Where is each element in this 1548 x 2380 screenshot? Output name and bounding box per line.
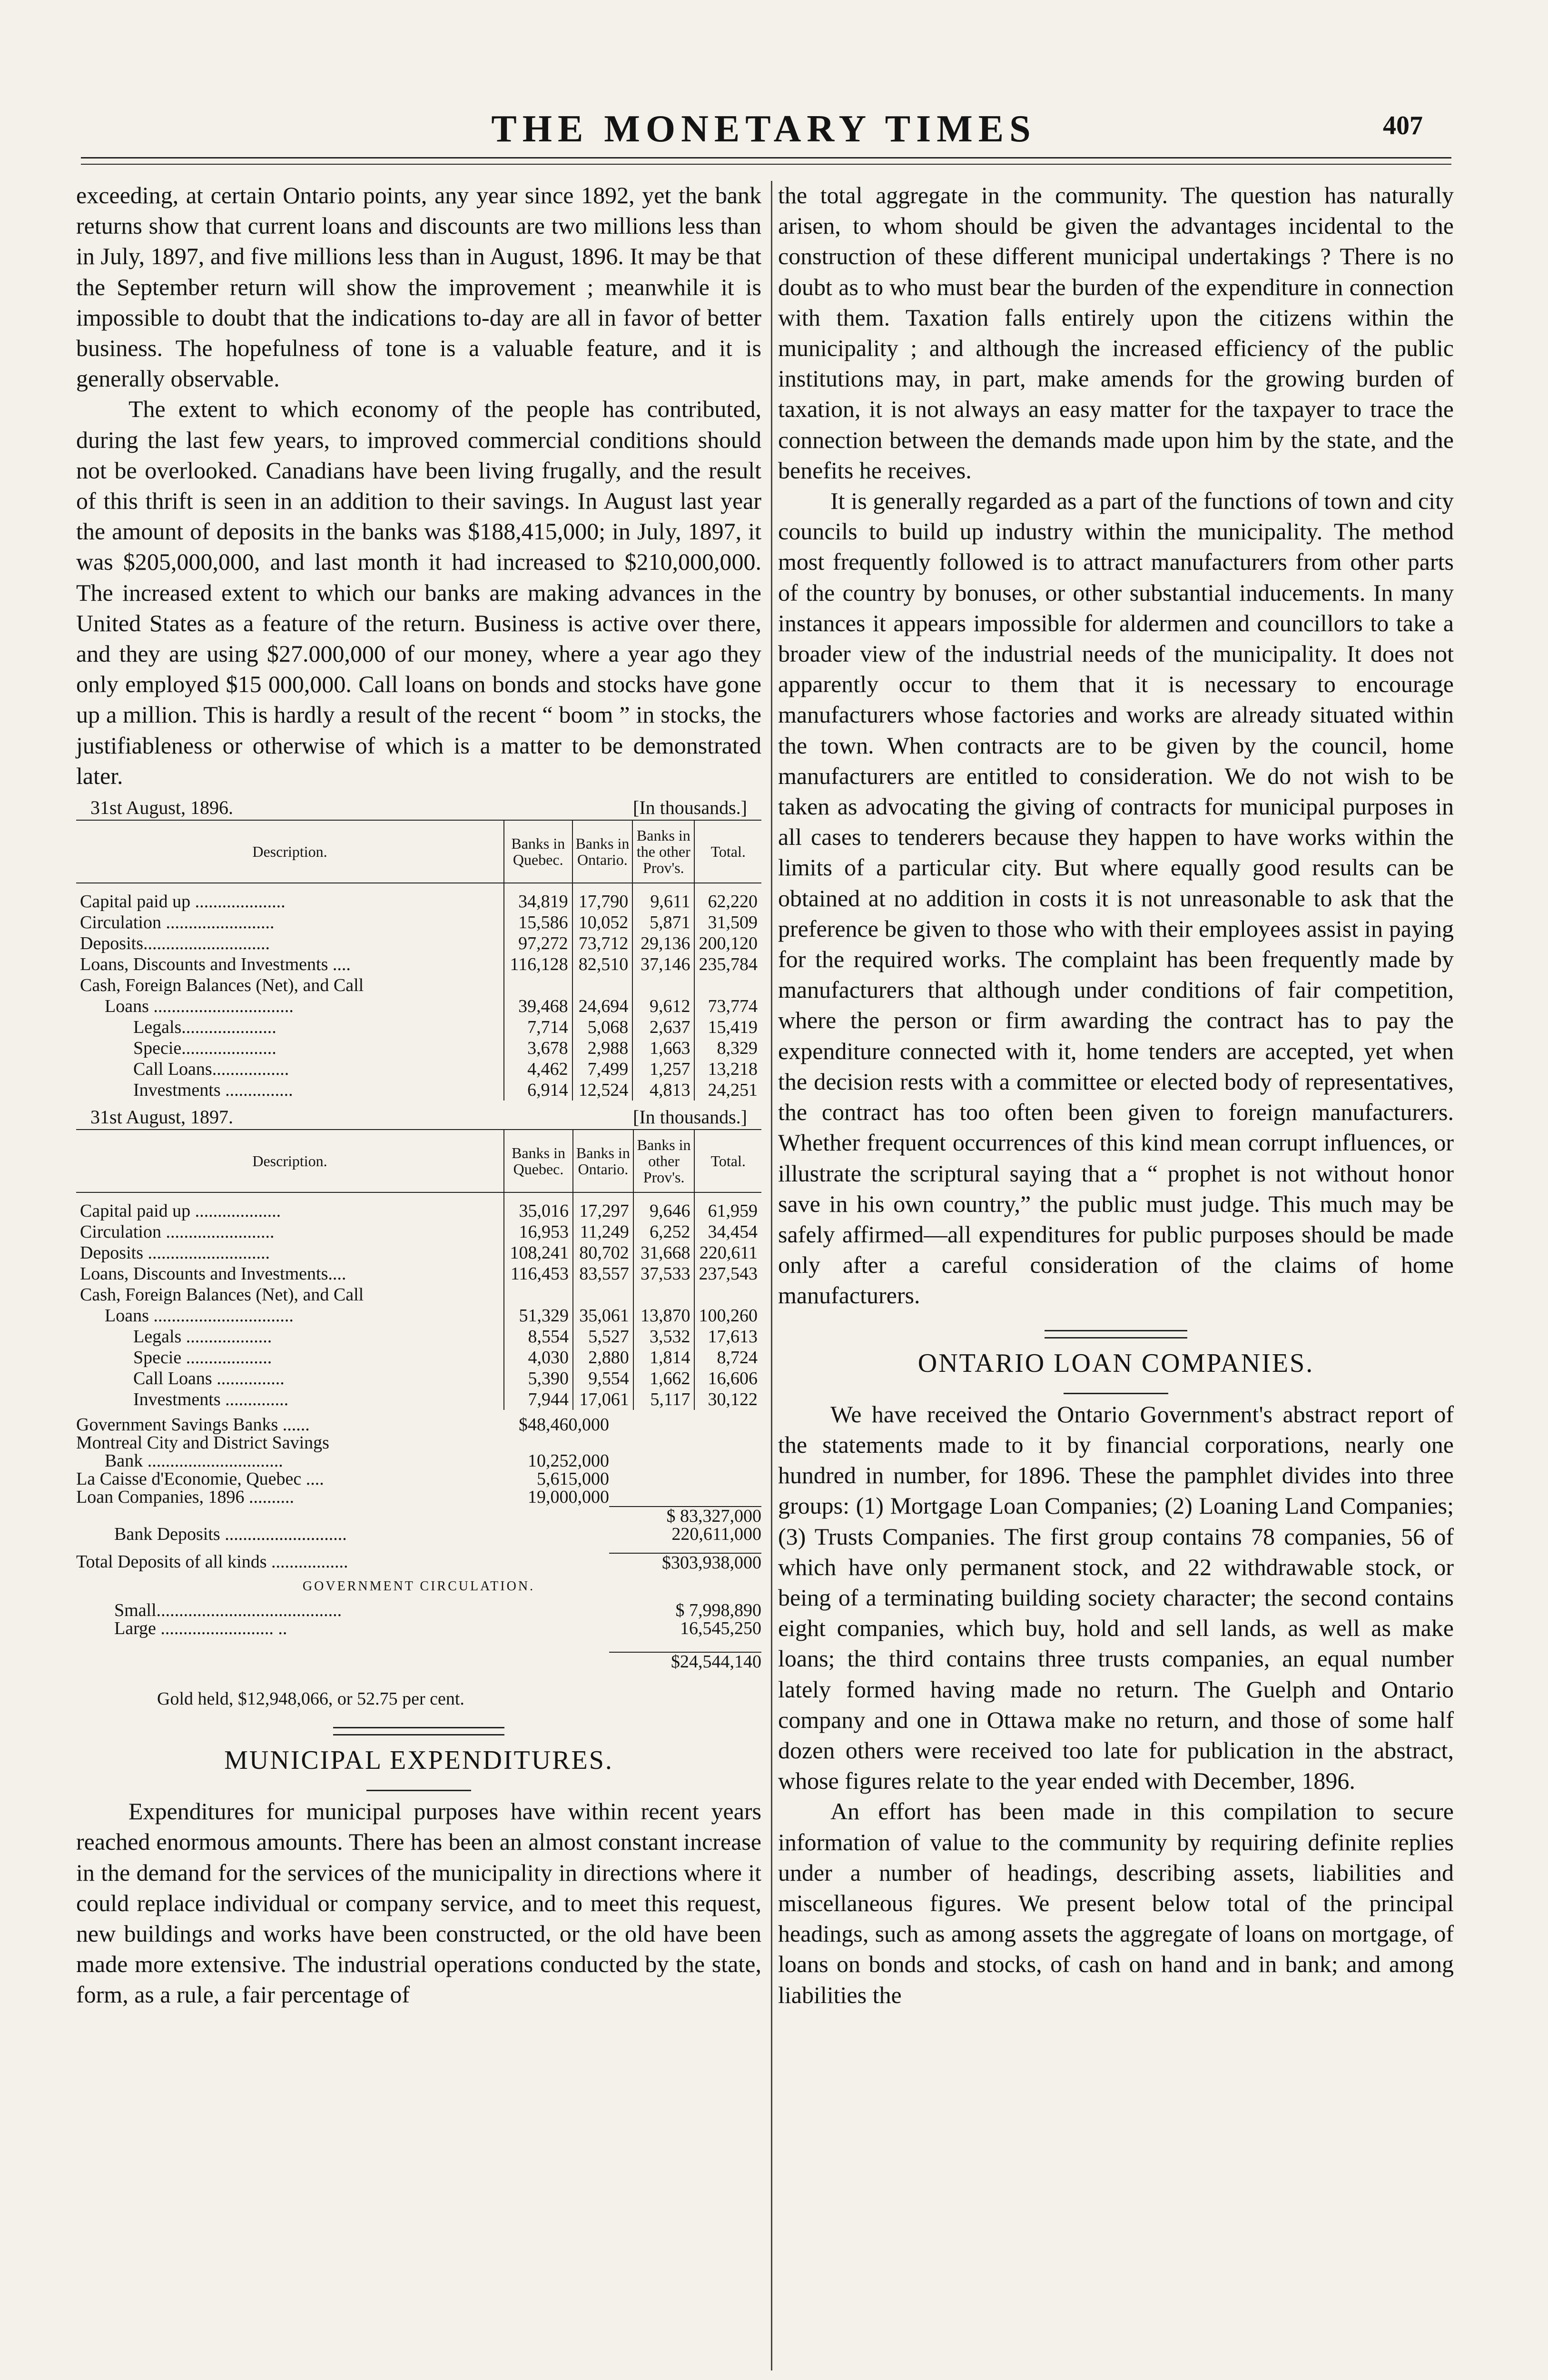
summary-label: Montreal City and District Savings: [76, 1433, 329, 1453]
row-label: Legals ...................: [133, 1327, 272, 1347]
table-row: [76, 1221, 761, 1242]
cell: 34,454: [694, 1221, 761, 1242]
summary-row: [76, 1434, 761, 1452]
cell: 11,249: [573, 1221, 633, 1242]
summary-label: Government Savings Banks ......: [76, 1415, 310, 1435]
cell: [632, 975, 694, 996]
cell: [694, 975, 761, 996]
summary-label: La Caisse d'Economie, Quebec ....: [76, 1469, 324, 1489]
row-label: Investments ..............: [133, 1389, 289, 1410]
table-row: [76, 1368, 761, 1389]
cell: 8,724: [694, 1347, 761, 1368]
masthead: [76, 108, 1451, 150]
header-rule-secondary: [81, 164, 1451, 165]
table-row: [76, 1192, 761, 1221]
bank-returns-table-1896: [76, 821, 761, 1101]
summary-row: [76, 1525, 761, 1543]
summary-spacer: [76, 1506, 609, 1525]
cell: 24,694: [572, 996, 633, 1017]
table-row: [76, 1263, 761, 1284]
summary-label: Large ......................... ..: [114, 1618, 287, 1639]
cell: 3,532: [633, 1326, 695, 1347]
cell: 31,668: [633, 1242, 695, 1263]
summary-amount: 10,252,000: [528, 1451, 609, 1471]
summary-row: [76, 1601, 761, 1619]
cell: 5,871: [632, 912, 694, 933]
row-label: Investments ...............: [133, 1080, 293, 1101]
article-paragraph: The extent to which economy of the people has contributed, during the last few years, to improved commercial conditions should not be overlooked. Canadians have been living frugally, and the result of this thrift is seen in an addition to their savings. In August last year the amount of deposits in the banks was $188,415,000; in July, 1897, it was $205,000,000, and last month it had increased to $210,000,000. The increased extent to which our banks are making advances in the United States as a feature of the return. Business is active over there, and they are using $27.000,000 of our money, where a year ago they only employed $15 000,000. Call loans on bonds and stocks have gone up a million. This is hardly a result of the recent “ boom ” in stocks, the justifiableness or otherwise of which is a matter to be demonstrated later.: [76, 396, 761, 789]
column-divider: [771, 181, 772, 2370]
row-label: Call Loans.................: [133, 1059, 289, 1080]
cell: 4,462: [504, 1059, 572, 1080]
cell: 116,128: [504, 954, 572, 975]
column-header: Description.: [76, 821, 504, 883]
summary-total: $303,938,000: [609, 1553, 761, 1572]
cell: 13,870: [633, 1305, 695, 1326]
table-row: [76, 1017, 761, 1038]
table-row: [76, 996, 761, 1017]
table-row: [76, 1347, 761, 1368]
cell: 7,944: [504, 1389, 573, 1410]
cell: 30,122: [694, 1389, 761, 1410]
cell: 10,052: [572, 912, 633, 933]
summary-row: [76, 1416, 761, 1434]
cell: 235,784: [694, 954, 761, 975]
table-row: [76, 1080, 761, 1101]
cell: 9,646: [633, 1192, 695, 1221]
cell: 35,016: [504, 1192, 573, 1221]
table-row: [76, 1326, 761, 1347]
row-label: Deposits............................: [80, 933, 270, 954]
table-row: [76, 912, 761, 933]
cell: 51,329: [504, 1305, 573, 1326]
row-label: Loans ...............................: [105, 996, 294, 1017]
cell: 5,527: [573, 1326, 633, 1347]
summary-label: Bank ..............................: [105, 1451, 283, 1471]
row-label: Cash, Foreign Balances (Net), and Call: [80, 975, 364, 996]
cell: 16,606: [694, 1368, 761, 1389]
page-number: 407: [1383, 111, 1423, 140]
cell: 17,061: [573, 1389, 633, 1410]
table-row: [76, 1389, 761, 1410]
summary-row: [76, 1488, 761, 1506]
cell: 16,953: [504, 1221, 573, 1242]
heading-rule: [1064, 1393, 1168, 1394]
cell: 62,220: [694, 883, 761, 912]
table-row: [76, 1284, 761, 1305]
table-unit: [In thousands.]: [633, 797, 747, 819]
column-header: Banks in other Prov's.: [633, 1130, 695, 1192]
column-header: Description.: [76, 1130, 504, 1192]
summary-amount: 16,545,250: [680, 1618, 761, 1639]
table-caption: [76, 1105, 761, 1130]
cell: 29,136: [632, 933, 694, 954]
summary-label: Bank Deposits ...........................: [114, 1524, 347, 1545]
cell: 24,251: [694, 1080, 761, 1101]
row-label: Specie.....................: [133, 1038, 276, 1059]
row-label: Loans, Discounts and Investments....: [80, 1264, 346, 1284]
summary-total-cell: [609, 1416, 761, 1434]
summary-subtotal: $ 83,327,000: [609, 1506, 761, 1525]
bank-returns-table-1897: [76, 1130, 761, 1410]
cell: 9,554: [573, 1368, 633, 1389]
cell: 2,880: [573, 1347, 633, 1368]
row-label: Deposits ...........................: [80, 1243, 270, 1263]
row-label: Specie ...................: [133, 1348, 272, 1368]
cell: 97,272: [504, 933, 572, 954]
table-header-row: [76, 821, 761, 883]
cell: 1,814: [633, 1347, 695, 1368]
summary-label: Loan Companies, 1896 ..........: [76, 1487, 295, 1507]
cell: 17,613: [694, 1326, 761, 1347]
cell: [633, 1284, 695, 1305]
cell: 4,813: [632, 1080, 694, 1101]
summary-row: [76, 1470, 761, 1488]
row-label: Capital paid up ....................: [80, 892, 286, 912]
summary-label: Total Deposits of all kinds .................: [76, 1552, 348, 1572]
cell: 34,819: [504, 883, 572, 912]
summary-amount: 220,611,000: [671, 1524, 761, 1545]
row-label: Call Loans ...............: [133, 1368, 285, 1389]
column-header: Total.: [694, 821, 761, 883]
summary-row: [76, 1652, 761, 1671]
summary-total-cell: [609, 1452, 761, 1470]
row-label: Loans ...............................: [105, 1306, 294, 1326]
table-row: [76, 1242, 761, 1263]
article-paragraph: It is generally regarded as a part of the functions of town and city councils to build up industry within the municipality. The method most frequently followed is to attract manufacturers from other parts of the country by bonuses, or other substantial inducements. In many instances it appears impossible for aldermen and councillors to take a broader view of the industrial needs of the municipality. It does not apparently occur to them that it is necessary to encourage manufacturers whose factories and works are already situated within the town. When contracts are to be given by the council, home manufacturers are entitled to consideration. We do not wish to be taken as advocating the giving of contracts for municipal purposes in all cases to tenderers because they happen to have works within the limits of a particular city. But where equally good results can be obtained at no addition in costs it is not unreasonable to ask that the preference be given to those who with their employees assist in paying for the required works. The complaint has been frequently made by manufacturers that although under conditions of fair competition, where the person or firm awarding the contract has to pay the expenditure connected with it, home tenders are accepted, yet when the decision rests with a committee or elected body of representatives, the contract has too often been given to foreign manufacturers. Whether frequent occurrences of this kind mean corrupt influences, or illustrate the scriptural saying that a “ prophet is not without honor save in his own country,” the public must judge. This much may be safely affirmed—all expenditures for public purposes should be made only after a careful consideration of the claims of home manufacturers.: [778, 487, 1454, 1309]
column-header: Banks in the other Prov's.: [632, 821, 694, 883]
column-header: Banks in Ontario.: [573, 1130, 633, 1192]
table-date: 31st August, 1896.: [90, 797, 234, 819]
column-header: Banks in Quebec.: [504, 1130, 573, 1192]
cell: 6,914: [504, 1080, 572, 1101]
cell: 2,637: [632, 1017, 694, 1038]
cell: [694, 1284, 761, 1305]
summary-spacer: [76, 1652, 609, 1671]
cell: [504, 975, 572, 996]
cell: 4,030: [504, 1347, 573, 1368]
cell: 83,557: [573, 1263, 633, 1284]
cell: 237,543: [694, 1263, 761, 1284]
section-divider: [333, 1727, 504, 1735]
cell: 73,712: [572, 933, 633, 954]
cell: [573, 1284, 633, 1305]
table-header-row: [76, 1130, 761, 1192]
article-paragraph: exceeding, at certain Ontario points, any year since 1892, yet the bank returns show that current loans and discounts are two millions less than in July, 1897, and five millions less than in August, 1896. It may be that the September return will show the improvement ; meanwhile it is impossible to doubt that the indications to-day are all in favor of better business. The hopefulness of tone is a valuable feature, and it is generally observable.: [76, 182, 761, 392]
row-label: Loans, Discounts and Investments ....: [80, 954, 351, 975]
table-row: [76, 1305, 761, 1326]
cell: 13,218: [694, 1059, 761, 1080]
cell: 8,329: [694, 1038, 761, 1059]
cell: 82,510: [572, 954, 633, 975]
deposits-summary: [76, 1416, 761, 1708]
cell: 1,257: [632, 1059, 694, 1080]
gold-held-note: Gold held, $12,948,066, or 52.75 per cent.: [157, 1689, 464, 1709]
table-row: [76, 975, 761, 996]
summary-row: [76, 1553, 761, 1572]
cell: 2,988: [572, 1038, 633, 1059]
cell: 9,612: [632, 996, 694, 1017]
summary-total-cell: [609, 1470, 761, 1488]
cell: 15,586: [504, 912, 572, 933]
cell: 17,297: [573, 1192, 633, 1221]
article-paragraph: Expenditures for municipal purposes have within recent years reached enormous amounts. There has been an almost constant increase in the demand for the services of the municipality in directions where it could replace individual or company service, and to meet this request, new buildings and works have been constructed, or the old have been made more extensive. The industrial operations conducted by the state, form, as a rule, a fair percentage of: [76, 1798, 761, 2008]
left-column: [76, 180, 761, 2010]
cell: 108,241: [504, 1242, 573, 1263]
summary-row: [76, 1452, 761, 1470]
summary-row: [76, 1619, 761, 1637]
cell: 5,117: [633, 1389, 695, 1410]
cell: 9,611: [632, 883, 694, 912]
row-label: Circulation ........................: [80, 912, 275, 933]
article-paragraph: the total aggregate in the community. The question has naturally arisen, to whom should be given the advantages incidental to the construction of these different municipal undertakings ? There is no doubt as to who must bear the burden of the expenditure in connection with them. Taxation falls entirely upon the citizens within the municipality ; and although the increased efficiency of the public institutions may, in part, make amends for the growing burden of taxation, it is not always an easy matter for the taxpayer to trace the connection between the demands made upon him by the state, and the benefits he receives.: [778, 182, 1454, 484]
right-column: [778, 180, 1454, 2010]
row-label: Capital paid up ...................: [80, 1201, 281, 1221]
summary-amount: 19,000,000: [528, 1487, 609, 1507]
header-rule: [81, 157, 1451, 159]
publication-title: THE MONETARY TIMES: [491, 108, 1036, 150]
cell: 73,774: [694, 996, 761, 1017]
cell: 1,662: [633, 1368, 695, 1389]
cell: 8,554: [504, 1326, 573, 1347]
cell: 7,499: [572, 1059, 633, 1080]
column-header: Banks in Ontario.: [572, 821, 633, 883]
cell: [504, 1284, 573, 1305]
article-paragraph: We have received the Ontario Government's abstract report of the statements made to it by financial corporations, nearly one hundred in number, for 1896. These the pamphlet divides into three groups: (1) Mortgage Loan Companies; (2) Loaning Land Companies; (3) Trusts Companies. The first group contains 78 companies, 56 of which have only permanent stock, and 22 withdrawable stock, or being of a terminating building society character; the second contains eight companies, which buy, hold and sell lands, as well as make loans; the third contains three trusts companies, an equal number lately formed having made no return. The Guelph and Ontario company and one in Ottawa make no return, and those of some half dozen others were received too late for publication in the abstract, whose figures relate to the year ended with December, 1896.: [778, 1400, 1454, 1795]
table-date: 31st August, 1897.: [90, 1106, 234, 1128]
government-circulation-heading: GOVERNMENT CIRCULATION.: [302, 1579, 535, 1594]
summary-amount: 5,615,000: [537, 1469, 609, 1489]
cell: 3,678: [504, 1038, 572, 1059]
cell: 35,061: [573, 1305, 633, 1326]
cell: 5,390: [504, 1368, 573, 1389]
cell: 12,524: [572, 1080, 633, 1101]
cell: 1,663: [632, 1038, 694, 1059]
table-unit: [In thousands.]: [633, 1106, 747, 1128]
column-header: Banks in Quebec.: [504, 821, 572, 883]
cell: [572, 975, 633, 996]
summary-row: [76, 1506, 761, 1525]
table-row: [76, 883, 761, 912]
heading-rule: [366, 1790, 471, 1791]
row-label: Circulation ........................: [80, 1222, 275, 1242]
cell: 15,419: [694, 1017, 761, 1038]
cell: 200,120: [694, 933, 761, 954]
row-label: Cash, Foreign Balances (Net), and Call: [80, 1285, 364, 1305]
cell: 100,260: [694, 1305, 761, 1326]
row-label: Legals.....................: [133, 1017, 276, 1038]
cell: 31,509: [694, 912, 761, 933]
section-heading: MUNICIPAL EXPENDITURES.: [224, 1745, 613, 1775]
cell: 37,533: [633, 1263, 695, 1284]
cell: 80,702: [573, 1242, 633, 1263]
table-row: [76, 1059, 761, 1080]
column-header: Total.: [694, 1130, 761, 1192]
table-row: [76, 1038, 761, 1059]
cell: 17,790: [572, 883, 633, 912]
cell: 7,714: [504, 1017, 572, 1038]
table-row: [76, 954, 761, 975]
cell: 39,468: [504, 996, 572, 1017]
cell: 37,146: [632, 954, 694, 975]
summary-amount: $48,460,000: [519, 1415, 609, 1435]
section-divider: [1045, 1330, 1187, 1339]
summary-label: Small.........................................: [114, 1600, 342, 1621]
table-caption: [76, 796, 761, 821]
summary-total: $24,544,140: [609, 1652, 761, 1671]
article-paragraph: An effort has been made in this compilation to secure information of value to the community by requiring definite replies under a number of headings, describing assets, liabilities and miscellaneous figures. We present below total of the principal headings, such as among assets the aggregate of loans on mortgage, of loans on bonds and stocks, of cash on hand and in bank; and among liabilities the: [778, 1798, 1454, 2008]
cell: 116,453: [504, 1263, 573, 1284]
section-heading: ONTARIO LOAN COMPANIES.: [917, 1348, 1314, 1378]
table-row: [76, 933, 761, 954]
summary-total-cell: [609, 1488, 761, 1506]
cell: 220,611: [694, 1242, 761, 1263]
summary-amount: $ 7,998,890: [675, 1600, 761, 1621]
cell: 6,252: [633, 1221, 695, 1242]
cell: 61,959: [694, 1192, 761, 1221]
cell: 5,068: [572, 1017, 633, 1038]
